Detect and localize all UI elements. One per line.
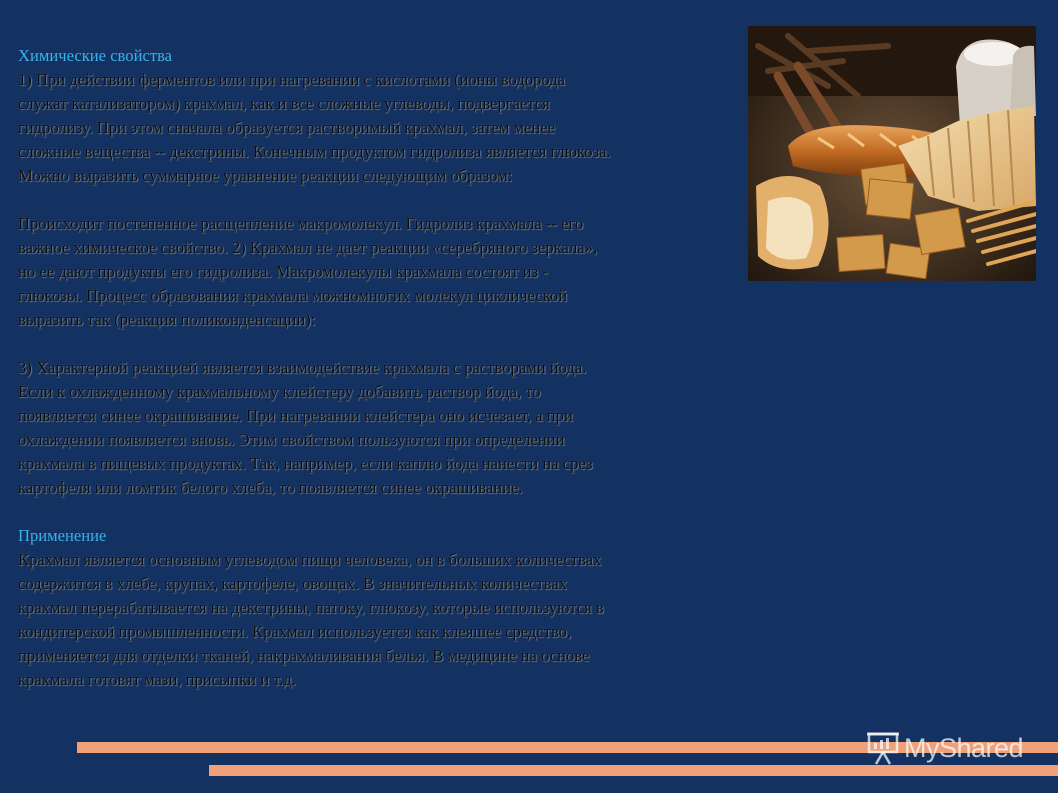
presentation-icon bbox=[866, 730, 900, 766]
myshared-watermark bbox=[866, 728, 1023, 768]
text-line: выразить так (реакция поликонденсации): bbox=[18, 310, 316, 329]
text-line: содержится в хлебе, крупах, картофеле, овощах. В значительных количествах bbox=[18, 574, 568, 593]
slide-text bbox=[18, 44, 743, 692]
text-line: крахмала готовят мази, присыпки и т.д. bbox=[18, 670, 296, 689]
text-line: Если к охлажденному крахмальному клейстеру добавить раствор йода, то bbox=[18, 382, 541, 401]
text-line: крахмала в пищевых продуктах. Так, например, если каплю йода нанести на срез bbox=[18, 454, 593, 473]
text-line: глюкозы. Процесс образования крахмала можномногих молекул циклической bbox=[18, 286, 568, 305]
text-line: картофеля или ломтик белого хлеба, то появляется синее окрашивание. bbox=[18, 478, 523, 497]
text-line: кондитерской промышленности. Крахмал используется как клеяшее средство, bbox=[18, 622, 572, 641]
text-line: служат катализатором) крахмал, как и все сложные углеводы, подвергается bbox=[18, 94, 550, 113]
text-line: важное химическое свойство. 2) Крахмал не дает реакции «серебряного зеркала», bbox=[18, 238, 598, 257]
watermark-text: MyShared bbox=[904, 732, 1024, 763]
application-heading: Применение bbox=[18, 526, 107, 545]
text-line: гидролизу. При этом сначала образуется растворимый крахмал, затем менее bbox=[18, 118, 556, 137]
chemical-properties-heading: Химические свойства bbox=[18, 46, 173, 65]
text-line: крахмал перерабатывается на декстрины, патоку, глюкозу, которые используются в bbox=[18, 598, 604, 617]
bread-photo bbox=[748, 26, 1036, 281]
text-line: появляется синее окрашивание. При нагревании клейстера оно исчезает, а при bbox=[18, 406, 573, 425]
text-line: но ее дают продукты его гидролиза. Макромолекулы крахмала состоят из - bbox=[18, 262, 548, 281]
text-line: 3) Характерной реакцией является взаимодействие крахмала с растворами йода. bbox=[18, 358, 587, 377]
text-line: Крахмал является основным углеводом пищи человека, он в больших количествах bbox=[18, 550, 602, 569]
text-line: Происходит постепенное расщепление макромолекул. Гидролиз крахмала -- его bbox=[18, 214, 584, 233]
text-line: применяется для отделки тканей, накрахмаливания белья. В медицине на основе bbox=[18, 646, 590, 665]
text-line: охлаждении появляется вновь. Этим свойством пользуются при определении bbox=[18, 430, 565, 449]
text-line: сложные вещества -- декстрины. Конечным продуктом гидролиза является глюкоза. bbox=[18, 142, 611, 161]
text-line: 1) При действии ферментов или при нагревании с кислотами (ионы водорода bbox=[18, 70, 566, 89]
text-line: Можно выразить суммарное уравнение реакции следующим образом: bbox=[18, 166, 513, 185]
